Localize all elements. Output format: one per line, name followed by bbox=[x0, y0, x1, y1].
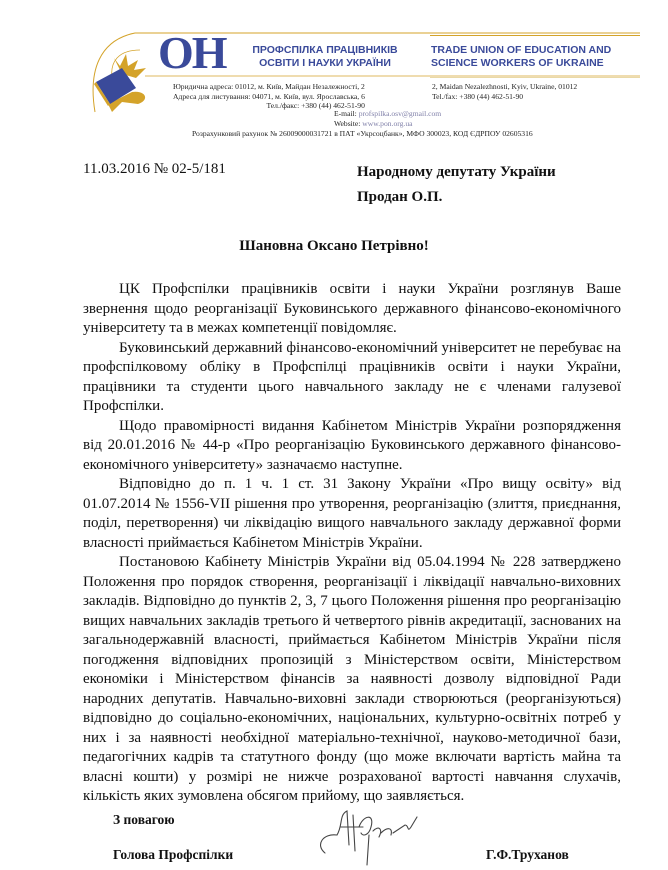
address-ua bbox=[173, 82, 365, 111]
org-name-en-line2: SCIENCE WORKERS OF UKRAINE bbox=[431, 57, 604, 69]
org-name-ua-line1: ПРОФСПІЛКА ПРАЦІВНИКІВ bbox=[252, 44, 398, 56]
letter-reference: 11.03.2016 № 02-5/181 bbox=[83, 161, 226, 177]
recipient bbox=[357, 160, 556, 210]
salutation: Шановна Оксано Петрівно! bbox=[239, 238, 429, 254]
recipient-title: Народному депутату України bbox=[357, 164, 556, 180]
postal-address: Адреса для листування: 04071, м. Київ, вул. Ярославська, 6 bbox=[173, 91, 365, 101]
paragraph: Відповідно до п. 1 ч. 1 ст. 31 Закону України «Про вищу освіту» від 01.07.2014 № 1556-VII рішення про утворення, реорганізацію (злиття, приєднання, поділ, перетворення) чи ліквідацію вищого навчального закладу державної форми власності приймається Кабінетом Міністрів України. bbox=[83, 476, 621, 551]
signature-icon bbox=[313, 805, 423, 867]
org-name-ua-line2: ОСВІТИ І НАУКИ УКРАЇНИ bbox=[259, 57, 391, 69]
legal-address: Юридична адреса: 01012, м. Київ, Майдан Незалежності, 2 bbox=[173, 82, 365, 91]
email-link[interactable]: profspilka.osv@gmail.com bbox=[358, 109, 442, 118]
logo-book-icon bbox=[92, 52, 154, 114]
org-name-en-line1: TRADE UNION OF EDUCATION AND bbox=[431, 44, 612, 56]
org-name-en bbox=[431, 44, 611, 70]
address-en bbox=[432, 82, 577, 101]
website-label: Website: bbox=[334, 118, 361, 128]
closing: З повагою bbox=[113, 812, 175, 827]
signer-name: Г.Ф.Труханов bbox=[486, 847, 569, 862]
paragraph: ЦК Профспілки працівників освіти і науки України розглянув Ваше звернення щодо реорганізації Буковинського державного фінансово-економічного університету та в межах компетенції повідомляє. bbox=[83, 281, 621, 336]
phone-ua: Тел./факс: +380 (44) 462-51-90 bbox=[266, 101, 365, 110]
phone-en: Tel./fax: +380 (44) 462-51-90 bbox=[432, 91, 524, 101]
letter-body bbox=[83, 280, 621, 807]
recipient-name: Продан О.П. bbox=[357, 189, 443, 205]
email-label: E-mail: bbox=[334, 109, 357, 118]
logo-text: ОН bbox=[158, 27, 226, 78]
address-en-line: 2, Maidan Nezalezhnosti, Kyiv, Ukraine, 01012 bbox=[432, 82, 578, 91]
letterhead bbox=[0, 0, 668, 140]
paragraph: Постановою Кабінету Міністрів України від 05.04.1994 № 228 затверджено Положення про порядок створення, реорганізації і ліквідації навчально-виховних закладів. Відповідно до пунктів 2, 3, 7 цього Положення рішення про реорганізацію вищих навчальних закладів третього й четвертого рівнів акредитації, заснованих на загальнодержавній власності, приймається Кабінетом Міністрів України після погодження відповідних пропозицій з Міністерством освіти, Міністерством економіки і Міністерством фінансів за наявності дозволу відповідної Ради народних депутатів. Навчально-виховні заклади створюються (реорганізуються) відповідно до соціально-економічних, національних, культурно-освітніх потреб у них і за наявності необхідної матеріально-технічної, науково-методичної бази, педагогічних кадрів та статутного фонду (що може включати вартість майна та власні кошти) у розмірі не нижче розрахованої вартості навчання слухачів, кількість яких зумовлена обсягом прийому, що заявляється. bbox=[83, 554, 621, 804]
contacts bbox=[334, 109, 441, 128]
bank-details: Розрахунковий рахунок № 26009000031721 в ПАТ «Укрсоцбанк», МФО 300023, КОД ЄДРПОУ 02605316 bbox=[192, 129, 533, 138]
signer-title: Голова Профспілки bbox=[113, 847, 234, 862]
website-link[interactable]: www.pon.org.ua bbox=[362, 118, 413, 128]
paragraph: Буковинський державний фінансово-економічний університет не перебуває на профспілковому обліку в Профспілці працівників освіти і науки України, працівники та студенти цього навчального закладу не є членами галузевої Профспілки. bbox=[83, 339, 621, 414]
paragraph: Щодо правомірності видання Кабінетом Міністрів України розпорядження від 20.01.2016 № 44-р «Про реорганізацію Буковинського державного фінансово-економічного університету» зазначаємо наступне. bbox=[83, 417, 621, 473]
org-name-ua bbox=[250, 44, 400, 70]
